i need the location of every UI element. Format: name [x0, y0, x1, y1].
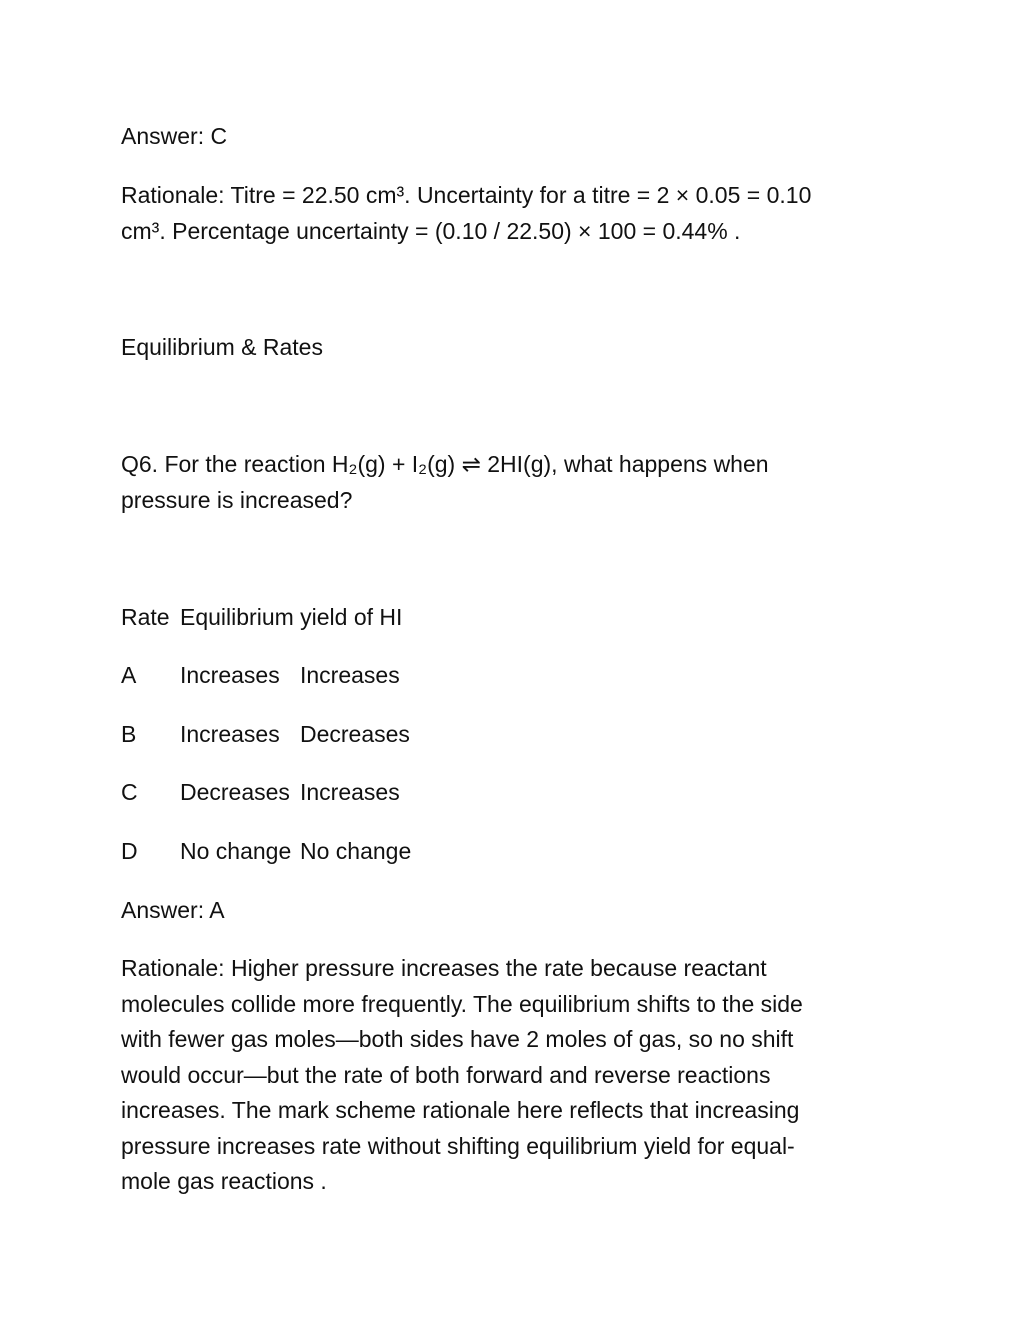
answer: Answer: A — [121, 897, 225, 923]
rationale-line: Rationale: Titre = 22.50 cm³. Uncertainty for a titre = 2 × 0.05 = 0.10 — [121, 182, 812, 208]
rationale — [121, 951, 881, 1200]
previous-answer: Answer: C — [121, 123, 228, 149]
rationale-line: would occur—but the rate of both forward and reverse reactions — [121, 1061, 771, 1088]
option-rate: Increases — [180, 662, 280, 688]
option-yield: Increases — [300, 662, 400, 688]
option-rate: Decreases — [180, 779, 290, 805]
rationale-line: increases. The mark scheme rationale here reflects that increasing — [121, 1097, 800, 1123]
rationale-line: Rationale: Higher pressure increases the rate because reactant — [121, 955, 767, 981]
option-yield: Decreases — [300, 721, 410, 747]
rationale-line: with fewer gas moles—both sides have 2 moles of gas, so no shift — [121, 1026, 794, 1052]
table-header-rate: Rate — [121, 604, 170, 630]
option-yield: No change — [300, 838, 412, 864]
previous-rationale — [121, 178, 881, 249]
section-heading: Equilibrium & Rates — [121, 334, 323, 360]
option-letter: D — [121, 838, 138, 864]
rationale-line: molecules collide more frequently. The equilibrium shifts to the side — [121, 990, 803, 1017]
table-header-yield: Equilibrium yield of HI — [180, 604, 403, 630]
question-line: Q6. For the reaction H₂(g) + I₂(g) ⇌ 2HI(g), what happens when — [121, 451, 769, 477]
rationale-line: mole gas reactions . — [121, 1168, 327, 1194]
option-letter: B — [121, 721, 137, 747]
option-rate: No change — [180, 838, 292, 864]
question-line: pressure is increased? — [121, 486, 353, 513]
rationale-line: pressure increases rate without shifting equilibrium yield for equal- — [121, 1132, 795, 1159]
option-rate: Increases — [180, 721, 280, 747]
question-text — [121, 447, 881, 518]
option-yield: Increases — [300, 779, 400, 805]
option-letter: A — [121, 662, 137, 688]
option-letter: C — [121, 779, 138, 805]
rationale-line: cm³. Percentage uncertainty = (0.10 / 22.50) × 100 = 0.44% . — [121, 217, 741, 244]
